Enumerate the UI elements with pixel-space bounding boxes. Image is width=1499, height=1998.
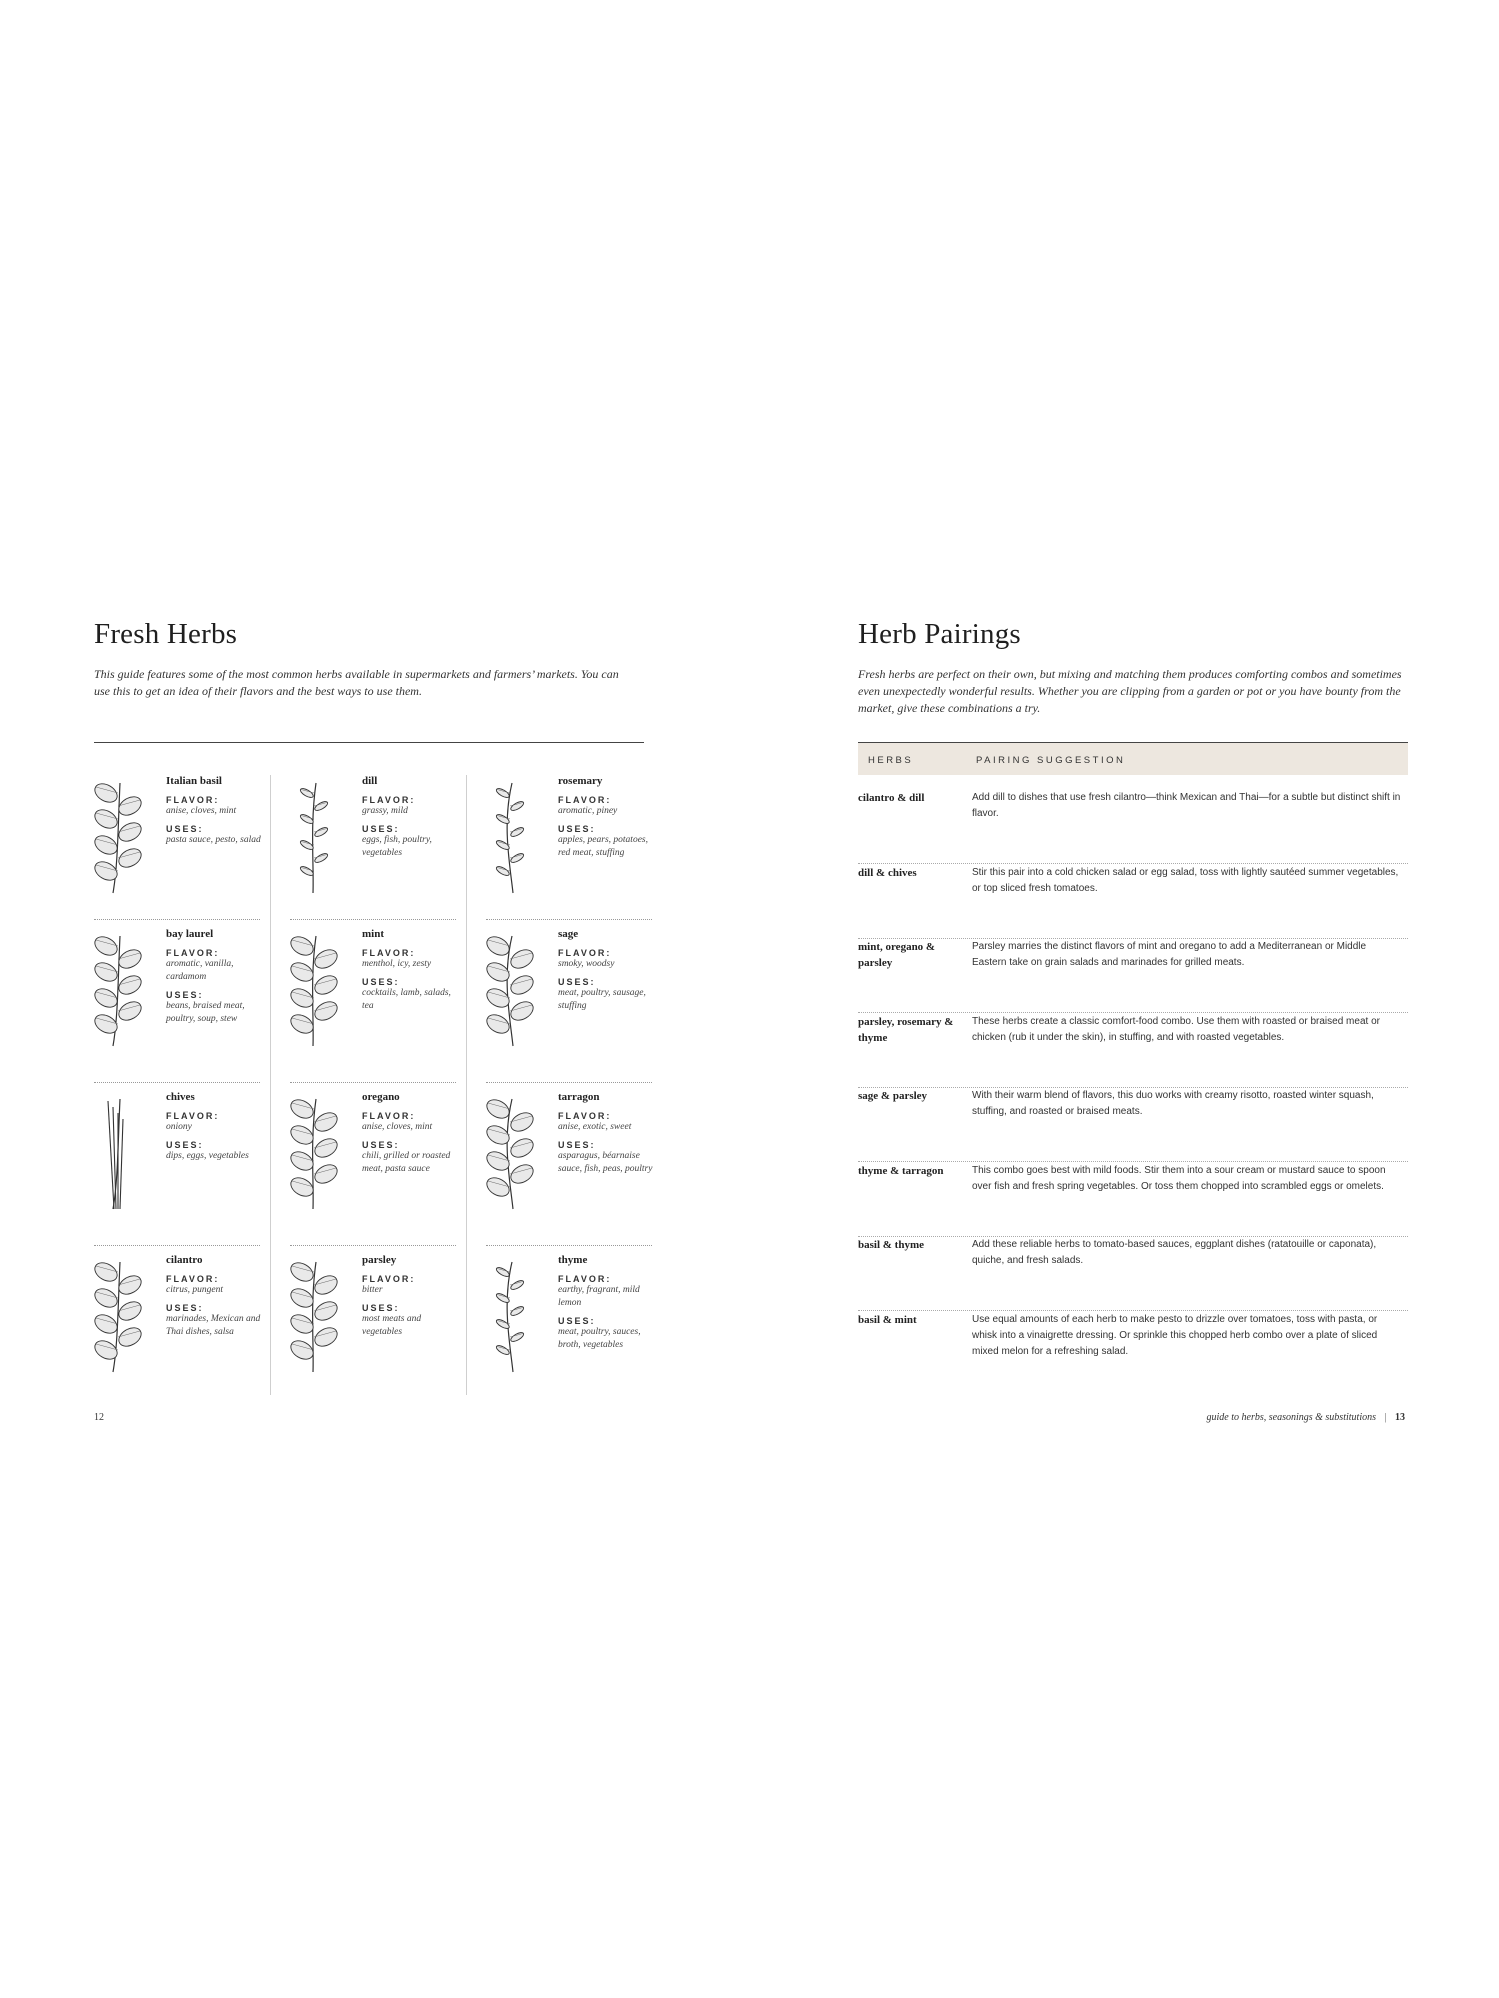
flavor-value: anise, exotic, sweet: [558, 1122, 632, 1132]
uses-value: marinades, Mexican and Thai dishes, salsa: [166, 1314, 261, 1337]
flavor-value: aromatic, vanilla, cardamom: [166, 959, 234, 982]
herb-divider: [486, 1082, 652, 1083]
table-header: [858, 742, 1408, 775]
herb-details: [362, 775, 462, 866]
herb-card: [80, 775, 260, 920]
herb-card: [472, 1254, 652, 1399]
uses-value: meat, poultry, sausage, stuffing: [558, 988, 646, 1011]
flavor-value: citrus, pungent: [166, 1285, 223, 1295]
uses-value: chili, grilled or roasted meat, pasta sauce: [362, 1151, 451, 1174]
basil-sprig-icon: [80, 775, 154, 895]
column-header-herbs: HERBS: [868, 755, 914, 766]
row-herbs: sage & parsley: [858, 1090, 928, 1102]
row-suggestion: Add these reliable herbs to tomato-based sauces, eggplant dishes (ratatouille or caponata), quiche, and fresh salads.: [972, 1239, 1377, 1266]
flavor-label: FLAVOR:: [166, 948, 220, 958]
table-row: [858, 1163, 1408, 1237]
uses-value: beans, braised meat, poultry, soup, stew: [166, 1001, 245, 1024]
uses-label: USES:: [558, 824, 596, 834]
uses-block: [558, 824, 658, 860]
table-row: [858, 1312, 1408, 1386]
row-herbs: thyme & tarragon: [858, 1164, 944, 1177]
uses-label: USES:: [166, 1140, 204, 1150]
flavor-label: FLAVOR:: [166, 795, 220, 805]
flavor-label: FLAVOR:: [362, 795, 416, 805]
table-row: [858, 1237, 1408, 1311]
herb-details: [362, 1254, 462, 1345]
top-rule: [94, 742, 644, 743]
herb-card: [80, 928, 260, 1083]
flavor-block: [362, 1111, 462, 1134]
uses-label: USES:: [558, 1316, 596, 1326]
herb-card: [472, 775, 652, 920]
herb-details: [166, 775, 266, 853]
uses-value: meat, poultry, sauces, broth, vegetables: [558, 1327, 641, 1350]
left-page: [94, 610, 654, 1440]
uses-block: [558, 1316, 658, 1352]
row-suggestion: This combo goes best with mild foods. Stir them into a sour cream or mustard sauce to spoon over fish and fresh spring vegetables. Or toss them chopped into scrambled eggs or omelets.: [972, 1164, 1386, 1192]
flavor-value: smoky, woodsy: [558, 959, 615, 969]
herb-card: [276, 928, 456, 1083]
herb-card: [472, 928, 652, 1083]
herb-details: [558, 928, 658, 1019]
herb-divider: [94, 1245, 260, 1246]
flavor-label: FLAVOR:: [362, 948, 416, 958]
column-divider: [270, 775, 271, 1395]
flavor-label: FLAVOR:: [558, 948, 612, 958]
herb-card: [276, 1091, 456, 1246]
uses-block: [362, 1140, 462, 1176]
herb-name: dill: [362, 775, 378, 787]
row-herbs: basil & mint: [858, 1313, 917, 1326]
right-page: [858, 610, 1408, 1440]
uses-block: [166, 990, 266, 1026]
mint-sprig-icon: [276, 928, 350, 1048]
table-row: [858, 790, 1408, 864]
herb-details: [362, 1091, 462, 1182]
herb-divider: [486, 1245, 652, 1246]
herb-name: tarragon: [558, 1091, 600, 1103]
herb-divider: [290, 1082, 456, 1083]
flavor-value: menthol, icy, zesty: [362, 959, 432, 969]
herb-details: [558, 775, 658, 866]
uses-value: dips, eggs, vegetables: [166, 1151, 249, 1161]
herb-name: bay laurel: [166, 928, 214, 940]
herb-divider: [486, 919, 652, 920]
flavor-block: [558, 948, 658, 971]
herb-details: [166, 1254, 266, 1345]
uses-block: [362, 824, 462, 860]
herb-name: parsley: [362, 1254, 397, 1266]
uses-block: [558, 1140, 658, 1176]
page-title-fresh-herbs: Fresh Herbs: [94, 618, 238, 650]
herb-card: [276, 775, 456, 920]
flavor-block: [166, 1111, 266, 1134]
uses-value: most meats and vegetables: [362, 1314, 422, 1337]
flavor-block: [362, 1274, 462, 1297]
flavor-label: FLAVOR:: [362, 1111, 416, 1121]
flavor-value: bitter: [362, 1285, 383, 1295]
column-header-pairing: PAIRING SUGGESTION: [976, 755, 1126, 766]
flavor-block: [166, 1274, 266, 1297]
page-number-right: 13: [1395, 1412, 1405, 1423]
row-suggestion: Parsley marries the distinct flavors of mint and oregano to add a Mediterranean or Middle Eastern take on grain salads and marinades for grilled meats.: [972, 941, 1367, 968]
uses-label: USES:: [362, 824, 400, 834]
uses-block: [558, 977, 658, 1013]
uses-block: [362, 1303, 462, 1339]
row-suggestion: Add dill to dishes that use fresh cilantro—think Mexican and Thai—for a subtle but distinct shift in flavor.: [972, 792, 1401, 819]
herb-name: chives: [166, 1091, 195, 1103]
flavor-value: anise, cloves, mint: [166, 806, 237, 816]
cilantro-sprig-icon: [80, 1254, 154, 1374]
parsley-sprig-icon: [276, 1254, 350, 1374]
flavor-label: FLAVOR:: [558, 1111, 612, 1121]
page-number-left: 12: [94, 1412, 104, 1423]
oregano-sprig-icon: [276, 1091, 350, 1211]
row-herbs: basil & thyme: [858, 1239, 924, 1251]
uses-value: pasta sauce, pesto, salad: [166, 835, 261, 845]
uses-label: USES:: [558, 1140, 596, 1150]
intro-text: Fresh herbs are perfect on their own, but mixing and matching them produces comforting combos and sometimes even unexpectedly wonderful results. Whether you are clipping from a garden or pot or you have bounty from the market, give these combinations a try.: [858, 667, 1402, 715]
herb-details: [166, 928, 266, 1032]
herb-card: [276, 1254, 456, 1399]
footer-separator: |: [1384, 1412, 1387, 1423]
herb-name: rosemary: [558, 775, 603, 787]
uses-value: apples, pears, potatoes, red meat, stuffing: [558, 835, 648, 858]
flavor-value: oniony: [166, 1122, 192, 1132]
uses-block: [166, 1303, 266, 1339]
running-head: guide to herbs, seasonings & substitutions: [1206, 1412, 1376, 1423]
thyme-sprig-icon: [472, 1254, 546, 1374]
flavor-value: grassy, mild: [362, 806, 408, 816]
row-herbs: cilantro & dill: [858, 792, 925, 804]
row-suggestion: With their warm blend of flavors, this duo works with creamy risotto, roasted winter squash, stuffing, and roasted or braised meats.: [972, 1090, 1374, 1117]
chives-bundle-icon: [80, 1091, 154, 1211]
table-row: [858, 1014, 1408, 1088]
table-row: [858, 939, 1408, 1013]
uses-value: eggs, fish, poultry, vegetables: [362, 835, 432, 858]
herb-card: [80, 1091, 260, 1246]
uses-label: USES:: [166, 824, 204, 834]
uses-value: cocktails, lamb, salads, tea: [362, 988, 451, 1011]
table-row: [858, 1088, 1408, 1162]
flavor-block: [166, 795, 266, 818]
rosemary-sprig-icon: [472, 775, 546, 895]
flavor-block: [558, 795, 658, 818]
row-suggestion: These herbs create a classic comfort-food combo. Use them with roasted or braised meat or chicken (rub it under the skin), in stuffing, and with roasted vegetables.: [972, 1015, 1380, 1043]
herb-details: [558, 1254, 658, 1358]
row-herbs: parsley, rosemary & thyme: [858, 1015, 954, 1044]
flavor-value: anise, cloves, mint: [362, 1122, 433, 1132]
row-suggestion: Stir this pair into a cold chicken salad or egg salad, toss with lightly sautéed summer vegetables, or top sliced fresh tomatoes.: [972, 866, 1399, 894]
flavor-block: [558, 1274, 658, 1310]
row-herbs: mint, oregano & parsley: [858, 941, 936, 969]
column-divider: [466, 775, 467, 1395]
herb-name: thyme: [558, 1254, 588, 1266]
flavor-block: [362, 948, 462, 971]
herb-details: [166, 1091, 266, 1169]
page-title-herb-pairings: Herb Pairings: [858, 618, 1021, 650]
herb-name: cilantro: [166, 1254, 203, 1266]
flavor-value: aromatic, piney: [558, 806, 618, 816]
flavor-value: earthy, fragrant, mild lemon: [558, 1285, 640, 1308]
bay-laurel-sprig-icon: [80, 928, 154, 1048]
flavor-label: FLAVOR:: [558, 795, 612, 805]
uses-label: USES:: [166, 990, 204, 1000]
uses-label: USES:: [558, 977, 596, 987]
uses-block: [166, 1140, 266, 1163]
herb-card: [80, 1254, 260, 1399]
flavor-label: FLAVOR:: [166, 1274, 220, 1284]
uses-block: [362, 977, 462, 1013]
herb-divider: [290, 1245, 456, 1246]
dill-sprig-icon: [276, 775, 350, 895]
uses-label: USES:: [362, 1140, 400, 1150]
row-suggestion: Use equal amounts of each herb to make pesto to drizzle over tomatoes, toss with pasta, or whisk into a vinaigrette dressing. Or sprinkle this chopped herb combo over a plate of sliced mixed melon for a refreshing salad.: [972, 1313, 1378, 1357]
row-herbs: dill & chives: [858, 866, 917, 879]
flavor-label: FLAVOR:: [558, 1274, 612, 1284]
uses-block: [166, 824, 266, 847]
footer-right: [1207, 1412, 1405, 1423]
uses-label: USES:: [362, 1303, 400, 1313]
herb-details: [558, 1091, 658, 1182]
sage-sprig-icon: [472, 928, 546, 1048]
flavor-block: [166, 948, 266, 984]
herb-divider: [94, 1082, 260, 1083]
flavor-block: [362, 795, 462, 818]
herb-name: mint: [362, 928, 384, 940]
flavor-label: FLAVOR:: [166, 1111, 220, 1121]
table-row: [858, 865, 1408, 939]
intro-text: This guide features some of the most common herbs available in supermarkets and farmers’ markets. You can use this to get an idea of their flavors and the best ways to use them.: [94, 667, 619, 698]
uses-label: USES:: [166, 1303, 204, 1313]
flavor-label: FLAVOR:: [362, 1274, 416, 1284]
herb-name: sage: [558, 928, 579, 940]
herb-details: [362, 928, 462, 1019]
tarragon-sprig-icon: [472, 1091, 546, 1211]
uses-label: USES:: [362, 977, 400, 987]
herb-divider: [94, 919, 260, 920]
herb-card: [472, 1091, 652, 1246]
herb-name: Italian basil: [166, 775, 222, 787]
flavor-block: [558, 1111, 658, 1134]
uses-value: asparagus, béarnaise sauce, fish, peas, poultry: [558, 1151, 653, 1174]
herb-divider: [290, 919, 456, 920]
herb-name: oregano: [362, 1091, 400, 1103]
